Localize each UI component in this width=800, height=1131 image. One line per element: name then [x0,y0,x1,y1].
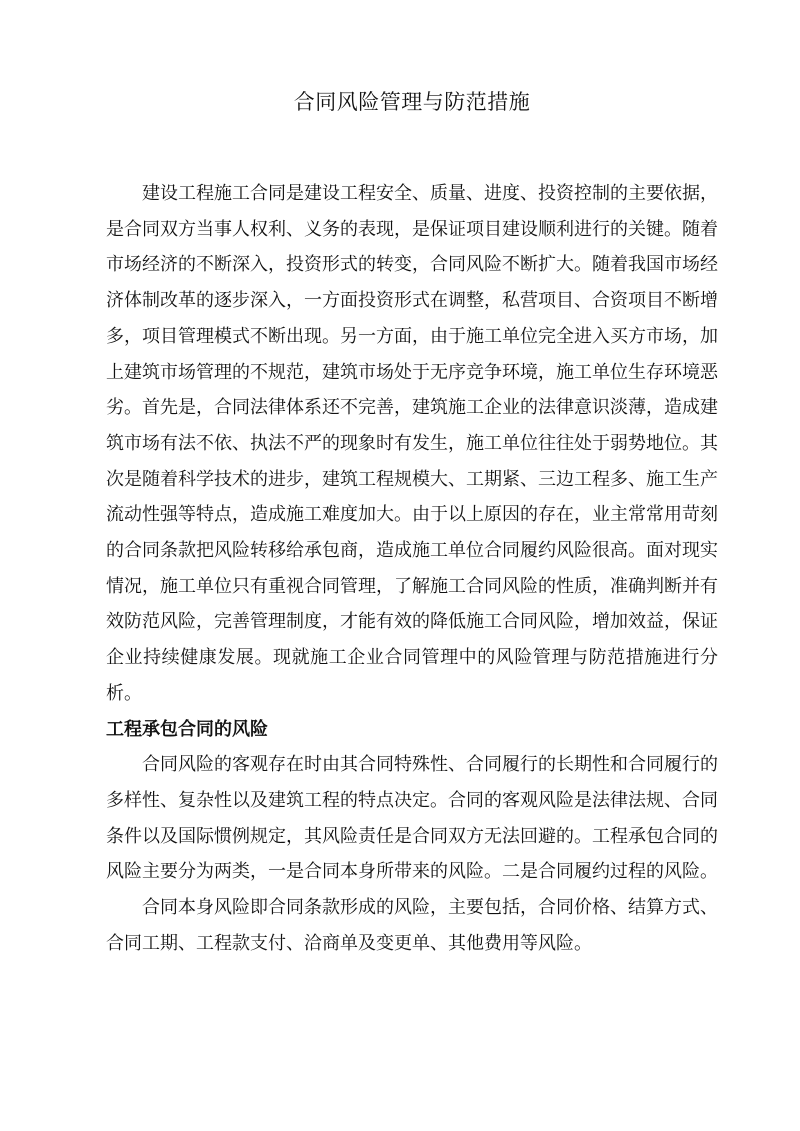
document-title: 合同风险管理与防范措施 [293,90,531,114]
risk-description-paragraph: 合同风险的客观存在时由其合同特殊性、合同履行的长期性和合同履行的多样性、复杂性以及建筑工程的特点决定。合同的客观风险是法律法规、合同条件以及国际惯例规定，其风险责任是合同双方无法回避的。工程承包合同的风险主要分为两类，一是合同本身所带来的风险。二是合同履约过程的风险。 [106,754,718,883]
section-heading: 工程承包合同的风险 [106,718,268,740]
contract-risk-paragraph: 合同本身风险即合同条款形成的风险，主要包括，合同价格、结算方式、合同工期、工程款支付、洽商单及变更单、其他费用等风险。 [106,897,718,954]
intro-paragraph: 建设工程施工合同是建设工程安全、质量、进度、投资控制的主要依据，是合同双方当事人权利、义务的表现，是保证项目建设顺利进行的关键。随着市场经济的不断深入，投资形式的转变，合同风险不断扩大。随着我国市场经济体制改革的逐步深入，一方面投资形式在调整，私营项目、合资项目不断增多，项目管理模式不断出现。另一方面，由于施工单位完全进入买方市场，加上建筑市场管理的不规范，建筑市场处于无序竞争环境，施工单位生存环境恶劣。首先是，合同法律体系还不完善，建筑施工企业的法律意识淡薄，造成建筑市场有法不依、执法不严的现象时有发生，施工单位往往处于弱势地位。其次是随着科学技术的进步，建筑工程规模大、工期紧、三边工程多、施工生产流动性强等特点，造成施工难度加大。由于以上原因的存在，业主常常用苛刻的合同条款把风险转移给承包商，造成施工单位合同履约风险很高。面对现实情况，施工单位只有重视合同管理，了解施工合同风险的性质，准确判断并有效防范风险，完善管理制度，才能有效的降低施工合同风险，增加效益，保证企业持续健康发展。现就施工企业合同管理中的风险管理与防范措施进行分析。 [106,183,718,704]
